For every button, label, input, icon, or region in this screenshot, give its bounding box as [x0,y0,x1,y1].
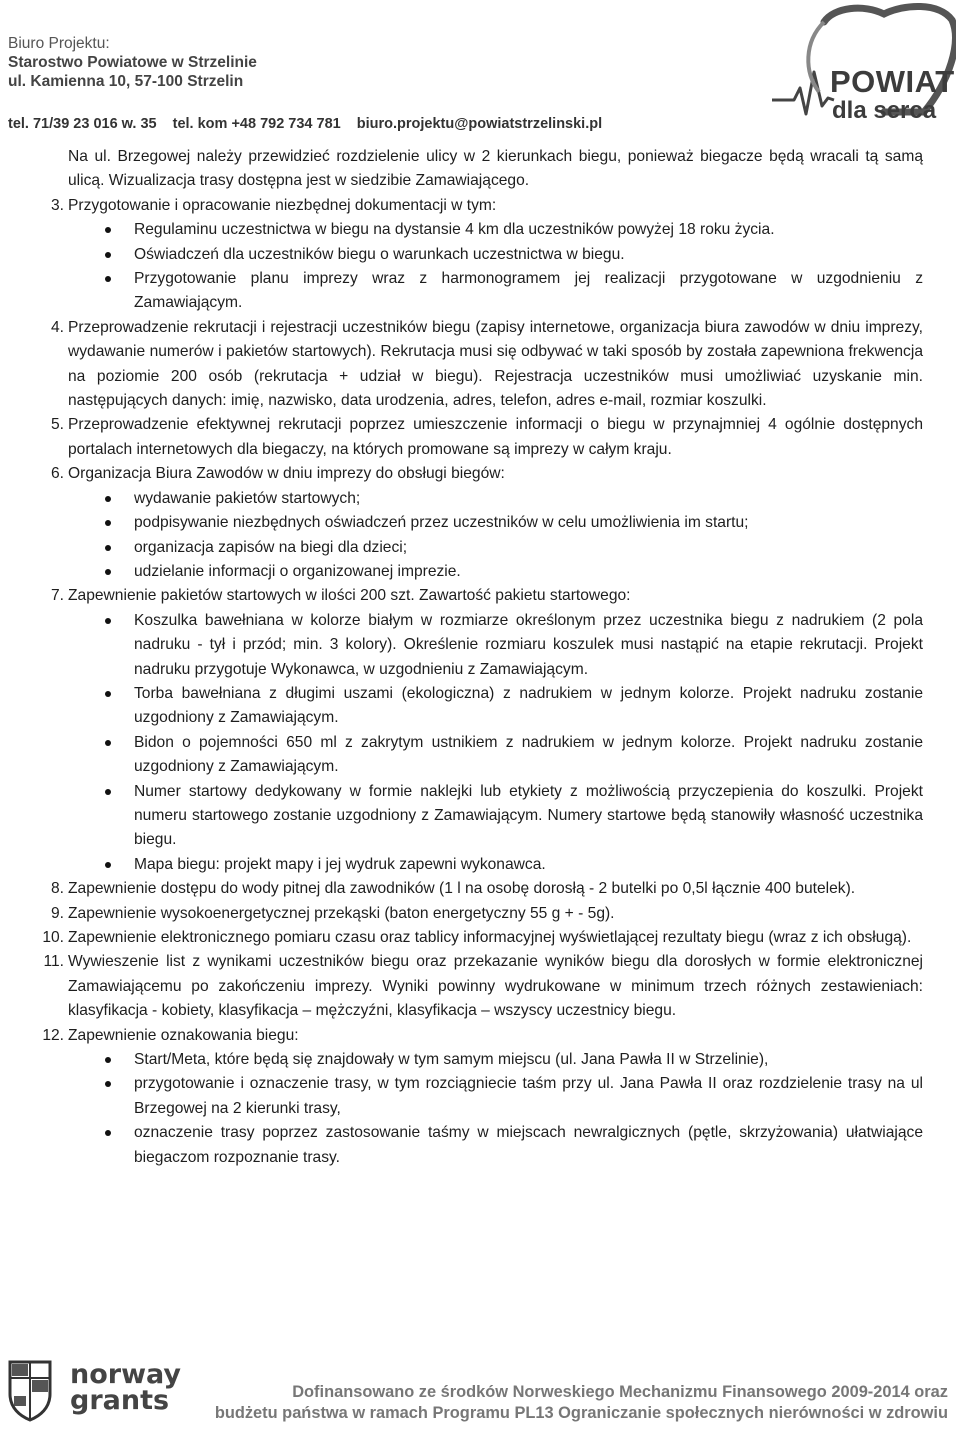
bullet-list [68,218,923,316]
bullet-text: Torba bawełniana z długimi uszami (ekologiczna) z nadrukiem w jednym kolorze. Projekt nadruku zostanie uzgodniony z Zamawiającym. [134,684,923,727]
bullet-text: Start/Meta, które będą się znajdowały w tym samym miejscu (ul. Jana Pawła II w Strzelinie), [134,1051,769,1069]
item-number: 12. [42,1026,64,1044]
bullet-icon [105,1081,111,1087]
bullet-text: podpisywanie niezbędnych oświadczeń przez uczestników w celu umożliwienia im startu; [134,514,749,532]
list-item [50,877,923,901]
bullet-text: organizacja zapisów na biegi dla dzieci; [134,538,408,556]
item-text: Przeprowadzenie efektywnej rekrutacji poprzez umieszczenie informacji o biegu w przynajmniej 4 ogólnie dostępnych portalach internetowych dla biegaczy, na których promowane są imprezy w całym kraju. [68,416,923,458]
bullet-text: Oświadczeń dla uczestników biegu o warunkach uczestnictwa w biegu. [134,245,625,263]
bullet-item [134,609,923,682]
item-number: 11. [43,953,64,971]
bullet-list [68,487,923,585]
item-number: 8. [50,880,64,898]
item-text: Zapewnienie elektronicznego pomiaru czasu oraz tablicy informacyjnej wyświetlającej rezultaty biegu (wraz z ich obsługą). [68,929,912,946]
bullet-text: wydawanie pakietów startowych; [134,489,361,507]
mobile: tel. kom +48 792 734 781 [172,116,341,132]
office-label: Biuro Projektu: [8,35,110,52]
bullet-item [134,218,923,242]
bullet-item [134,267,923,316]
item-number: 4. [50,318,64,336]
bullet-item [134,1121,923,1170]
bullet-icon [105,520,111,526]
email: biuro.projektu@powiatstrzelinski.pl [356,116,603,132]
item-number: 3. [50,196,64,214]
project-office [8,34,257,91]
item-number: 10. [42,929,64,946]
letterhead [0,0,960,140]
bullet-item [134,731,923,780]
phone: tel. 71/39 23 016 w. 35 [8,116,157,132]
logo-line2: dla serca [832,97,937,124]
list-item [50,316,923,414]
bullet-text: oznaczenie trasy poprzez zastosowanie taśmy w miejscach newralgicznych (pętle, skrzyżowania) ułatwiające biegaczom rozpoznanie trasy. [134,1124,923,1166]
footer [0,1340,960,1429]
contact-line [8,116,614,132]
bullet-icon [105,740,111,746]
logo-line1: POWIAT [830,64,955,99]
bullet-icon [105,1130,111,1136]
norway-grants-logo [70,1359,182,1416]
bullet-item [134,487,923,511]
item-text: Zapewnienie wysokoenergetycznej przekąski (baton energetyczny 55 g + - 5g). [68,904,615,922]
bullet-item [134,536,923,560]
bullet-icon [105,569,111,575]
bullet-item [134,1072,923,1121]
bullet-text: przygotowanie i oznaczenie trasy, w tym rozciągniecie taśm przy ul. Jana Pawła II oraz rozdzielenie trasy na ul Brzegowej na 2 kierunki trasy, [134,1075,923,1117]
bullet-icon [105,227,111,233]
bullet-icon [105,252,111,258]
item-number: 9. [50,904,64,922]
bullet-item [134,853,923,877]
list-item [50,462,923,584]
coat-of-arms-icon [6,1358,54,1422]
bullet-item [134,560,923,584]
funding-line1: Dofinansowano ze środków Norweskiego Mechanizmu Finansowego 2009-2014 oraz [292,1383,948,1401]
document-body [42,145,923,1170]
list-item [43,950,923,1023]
bullet-icon [105,276,111,282]
bullet-item [134,682,923,731]
office-address: ul. Kamienna 10, 57-100 Strzelin [8,73,244,90]
requirements-list [42,194,923,1170]
bullet-text: Mapa biegu: projekt mapy i jej wydruk zapewni wykonawca. [134,855,546,873]
bullet-text: Koszulka bawełniana w kolorze białym w rozmiarze określonym przez uczestnika biegu z nadrukiem (2 pola nadruku - tył i przód; min. 3 kolory). Określenie rozmiaru koszulek musi nastąpić na etapie rekrutacji. Projekt nadruku przygotuje Wykonawca, w uzgodnieniu z Zamawiającym. [134,611,923,678]
bullet-item [134,511,923,535]
bullet-text: Bidon o pojemności 650 ml z zakrytym ustnikiem z nadrukiem w jednym kolorze. Projekt nadruku zostanie uzgodniony z Zamawiającym. [134,733,923,776]
item-text: Przeprowadzenie rekrutacji i rejestracji uczestników biegu (zapisy internetowe, organizacja biura zawodów w dniu imprezy, wydawanie numerów i pakietów startowych). Rekrutacja musi się odbywać w taki sposób by została zapewniona frekwencja na poziomie 200 osób (rekrutacja + udział w biegu). Rejestracja uczestników musi umożliwiać uzyskanie min. następujących danych: imię, nazwisko, data urodzenia, adres, telefon, adres e-mail, rozmiar koszulki. [68,318,923,410]
funding-note [215,1382,948,1424]
list-item [50,902,923,926]
powiat-logo-text [830,66,955,124]
bullet-icon [105,496,111,502]
funding-line2: budżetu państwa w ramach Programu PL13 Ograniczanie społecznych nierówności w zdrowiu [214,1404,948,1422]
bullet-item [134,243,923,267]
intro-paragraph: Na ul. Brzegowej należy przewidzieć rozdzielenie ulicy w 2 kierunkach biegu, ponieważ biegacze będą wracali tą samą ulicą. Wizualizacja trasy dostępna jest w siedzibie Zamawiającego. [68,148,923,190]
list-item [42,926,923,950]
item-text: Zapewnienie pakietów startowych w ilości 200 szt. Zawartość pakietu startowego: [68,587,631,605]
item-text: Zapewnienie oznakowania biegu: [68,1026,299,1044]
item-number: 6. [50,465,64,483]
norway-logo-line2: grants [70,1385,170,1416]
norway-logo-line1: norway [70,1359,182,1390]
bullet-icon [105,691,111,697]
item-text: Organizacja Biura Zawodów w dniu imprezy do obsługi biegów: [68,465,505,483]
bullet-text: Regulaminu uczestnictwa w biegu na dystansie 4 km dla uczestników powyżej 18 roku życia. [134,221,775,239]
bullet-icon [105,789,111,795]
bullet-text: Numer startowy dedykowany w formie naklejki lub etykiety z możliwością przyczepienia do koszulki. Projekt numeru startowego zostanie uzgodniony z Zamawiającym. Numery startowe będą stanowiły własność uczestnika biegu. [134,782,923,849]
office-name: Starostwo Powiatowe w Strzelinie [8,54,257,71]
bullet-text: Przygotowanie planu imprezy wraz z harmonogramem jej realizacji przygotowane w uzgodnieniu z Zamawiającym. [134,270,923,312]
bullet-icon [105,618,111,624]
item-number: 7. [50,587,64,605]
list-item [50,584,923,877]
item-text: Wywieszenie list z wynikami uczestników biegu oraz przekazanie wyników biegu dla dorosłych w formie elektronicznej Zamawiającemu po zakończeniu imprezy. Wyniki powinny wydrukowane w minimum trzech różnych zestawieniach: klasyfikacja - kobiety, klasyfikacja – mężczyźni, klasyfikacja – wszyscy uczestnicy biegu. [68,953,923,1020]
list-item [50,413,923,462]
item-text: Zapewnienie dostępu do wody pitnej dla zawodników (1 l na osobę dorosłą - 2 butelki po 0,5l łącznie 400 butelek). [68,880,856,898]
bullet-text: udzielanie informacji o organizowanej imprezie. [134,562,461,580]
bullet-list [68,609,923,877]
item-number: 5. [50,416,64,434]
bullet-icon [105,1057,111,1063]
list-item [42,1024,923,1170]
bullet-item [134,1048,923,1072]
bullet-list [68,1048,923,1170]
list-item [50,194,923,316]
bullet-item [134,780,923,853]
item-text: Przygotowanie i opracowanie niezbędnej dokumentacji w tym: [68,196,497,214]
bullet-icon [105,545,111,551]
bullet-icon [105,862,111,868]
